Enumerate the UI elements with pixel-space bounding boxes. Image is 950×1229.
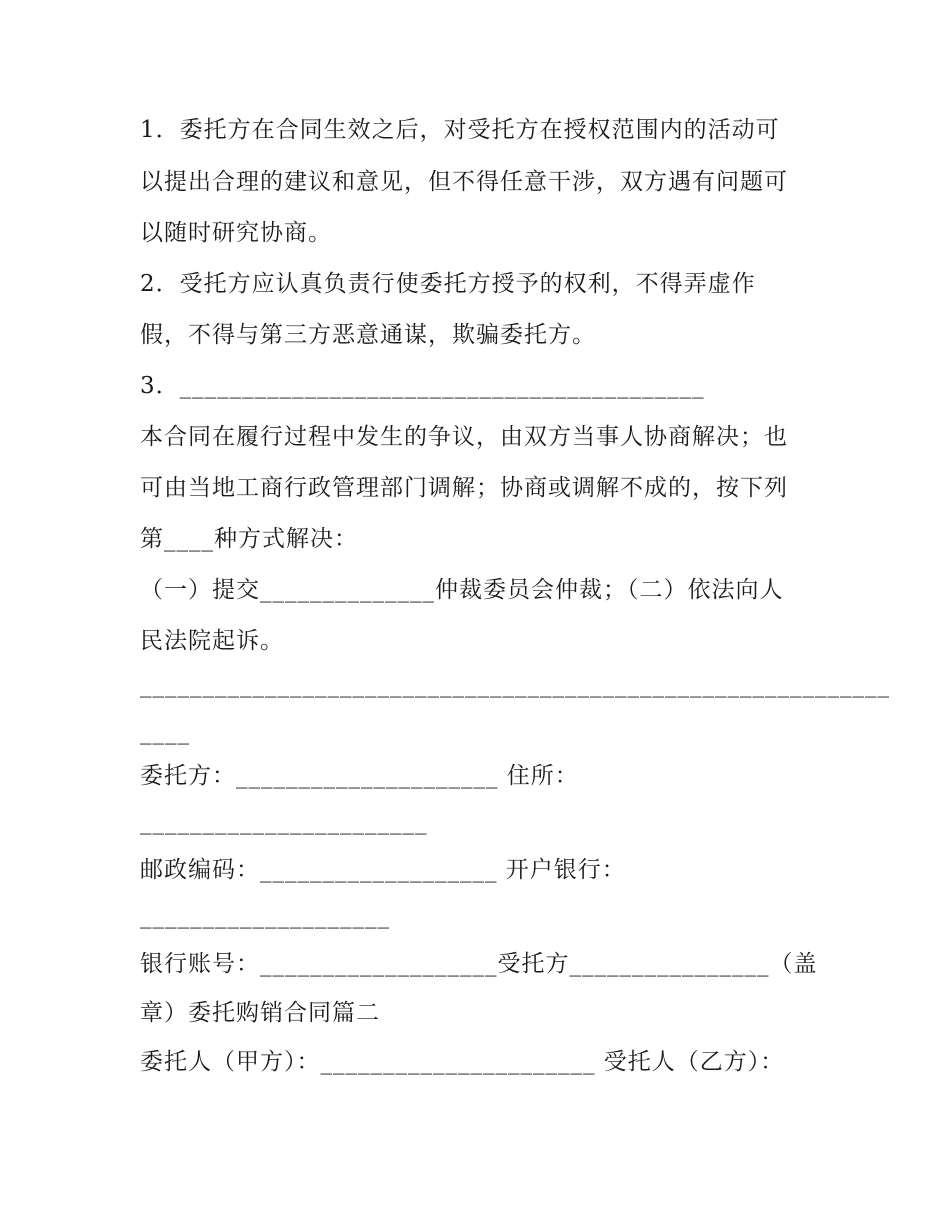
text-line-17: ____________________	[140, 903, 390, 929]
text-line-19: 章）委托购销合同篇二	[140, 1000, 380, 1026]
text-line-8: 可由当地工商行政管理部门调解；协商或调解不成的，按下列	[140, 475, 788, 501]
text-line-20: 委托人（甲方）：______________________ 受托人（乙方）：	[140, 1049, 785, 1075]
text-line-6: 3．__________________________________________	[140, 373, 705, 399]
text-line-10: （一）提交______________仲裁委员会仲裁；（二）依法向人	[140, 577, 784, 603]
text-line-2: 以提出合理的建议和意见，但不得任意干涉，双方遇有问题可	[140, 169, 788, 195]
text-line-9: 第____种方式解决：	[140, 526, 358, 552]
text-line-4: 2．受托方应认真负责行使委托方授予的权利，不得弄虚作	[140, 271, 756, 297]
text-line-15: _______________________	[140, 809, 428, 835]
text-line-11: 民法院起诉。	[140, 628, 284, 654]
text-line-3: 以随时研究协商。	[140, 220, 332, 246]
text-line-5: 假，不得与第三方恶意通谋，欺骗委托方。	[140, 322, 596, 348]
text-line-14: 委托方：_____________________ 住所：	[140, 763, 579, 789]
text-line-13: ____	[140, 719, 190, 745]
text-line-12: ____________________________________________________________	[140, 672, 890, 698]
text-line-18: 银行账号：___________________受托方________________（盖	[140, 951, 818, 977]
text-line-7: 本合同在履行过程中发生的争议，由双方当事人协商解决；也	[140, 424, 788, 450]
text-line-1: 1．委托方在合同生效之后，对受托方在授权范围内的活动可	[140, 117, 780, 143]
text-line-16: 邮政编码：___________________ 开户银行：	[140, 857, 626, 883]
